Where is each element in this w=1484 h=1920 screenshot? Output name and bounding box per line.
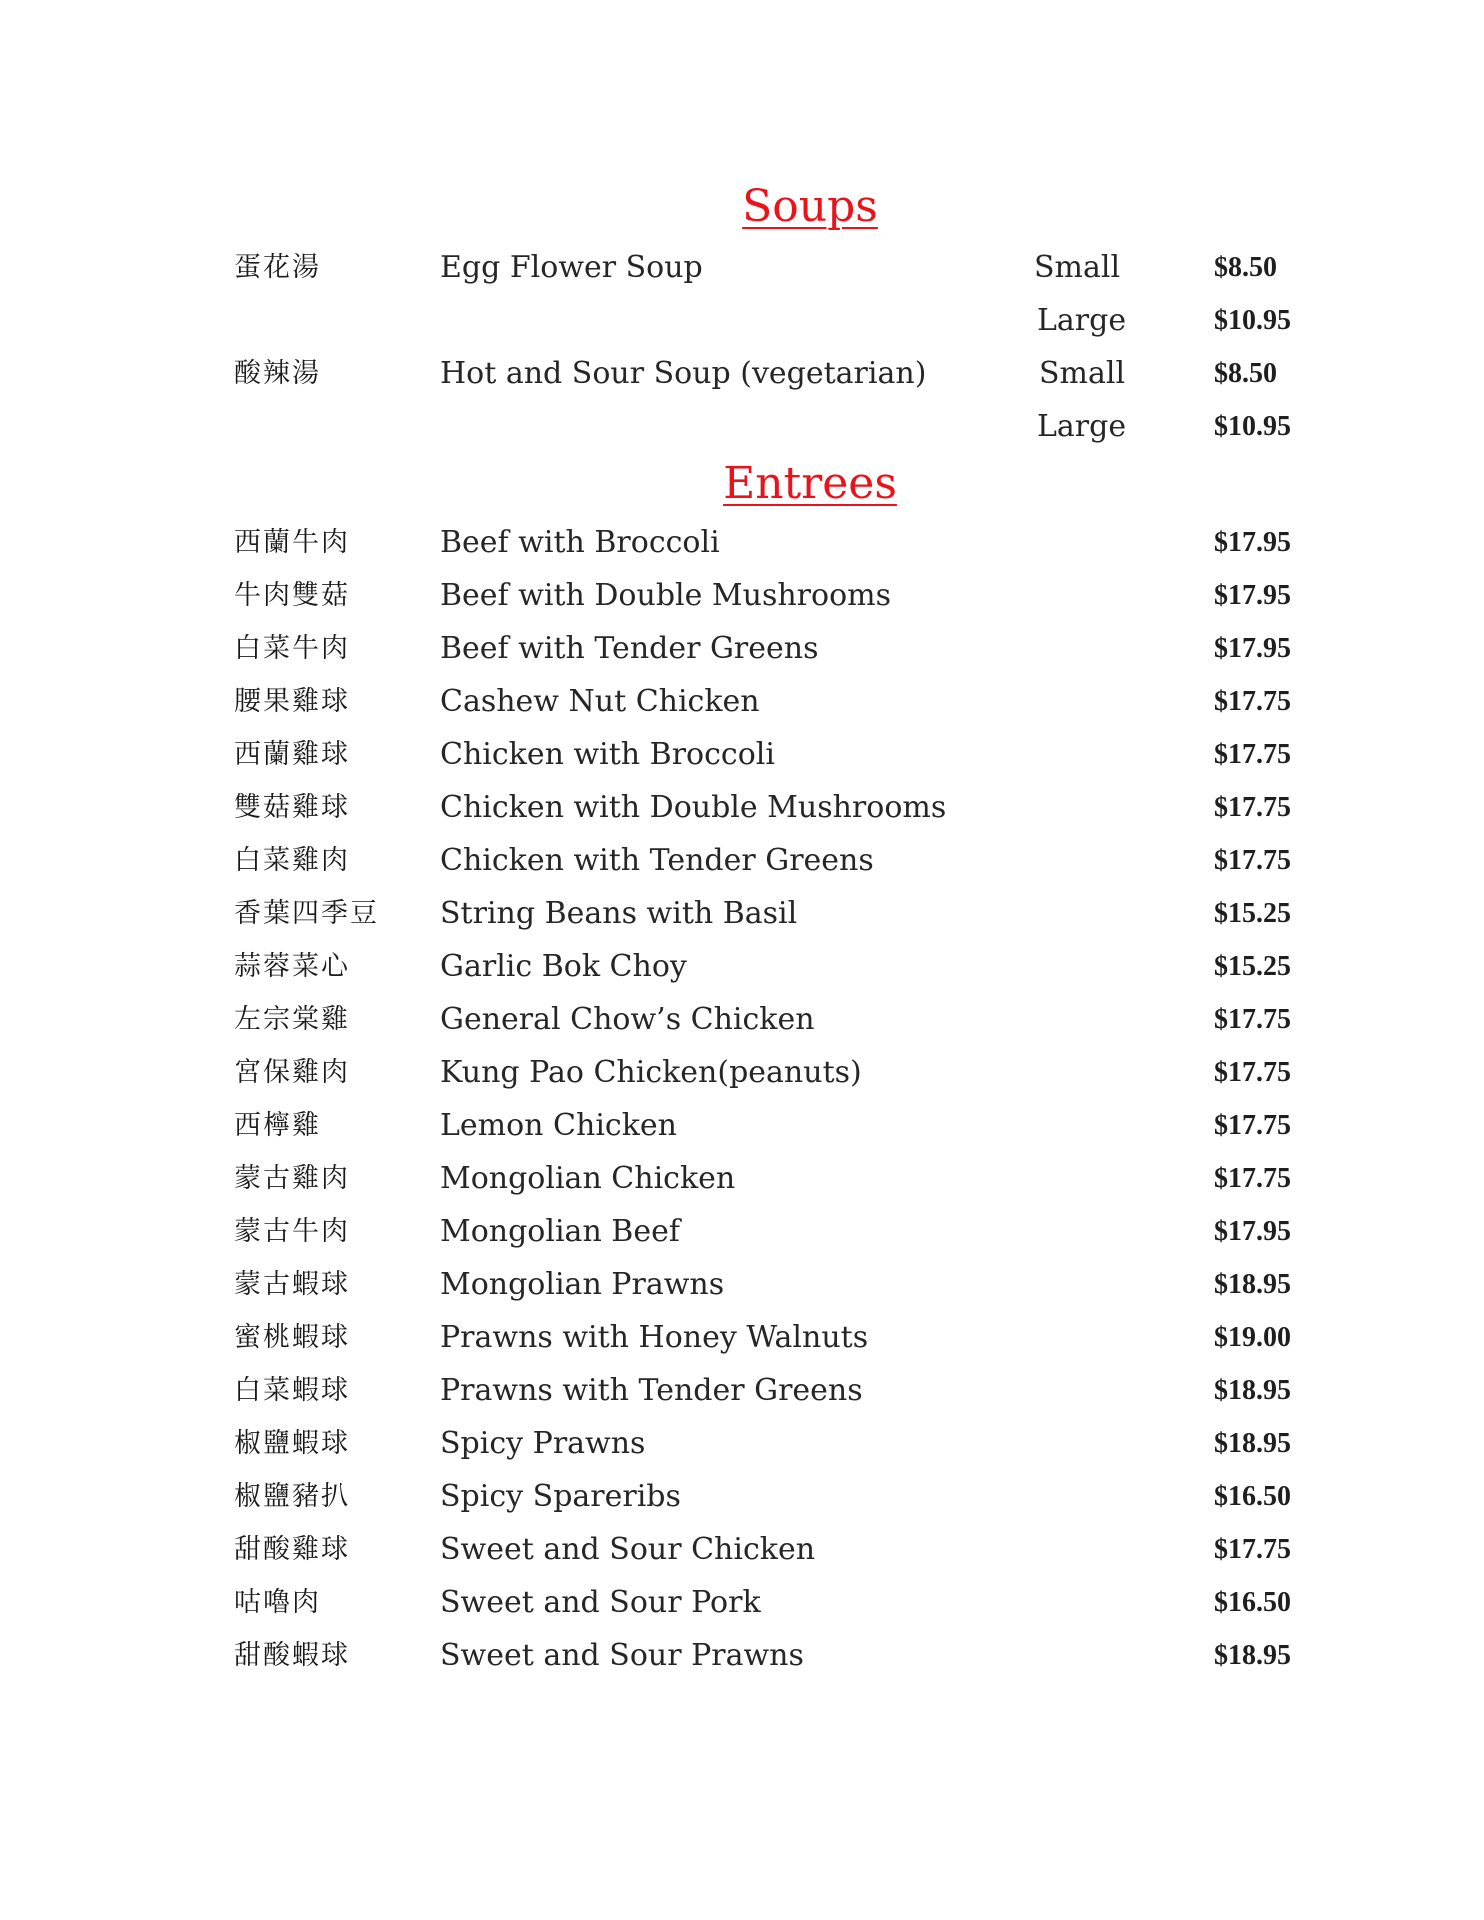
entree-row (0, 834, 1484, 887)
entree-chinese-name: 蒙古牛肉 (234, 1216, 350, 1247)
entree-row (0, 1629, 1484, 1682)
entree-chinese-name: 腰果雞球 (234, 686, 350, 717)
entree-row (0, 1099, 1484, 1152)
entree-name: Prawns with Honey Walnuts (440, 1320, 869, 1355)
entree-name: Mongolian Beef (440, 1214, 680, 1249)
entree-name: Chicken with Tender Greens (440, 843, 874, 878)
soup-size: Small (1034, 250, 1121, 285)
soup-price: $8.50 (1214, 252, 1277, 283)
entree-name: Mongolian Prawns (440, 1267, 725, 1302)
entree-price: $17.75 (1214, 1057, 1291, 1088)
entree-row (0, 728, 1484, 781)
entree-chinese-name: 蒙古雞肉 (234, 1163, 350, 1194)
soup-price: $10.95 (1214, 305, 1291, 336)
entree-price: $17.95 (1214, 633, 1291, 664)
soup-price: $10.95 (1214, 411, 1291, 442)
entree-chinese-name: 牛肉雙菇 (234, 580, 350, 611)
entree-row (0, 1470, 1484, 1523)
entree-chinese-name: 椒鹽豬扒 (234, 1481, 350, 1512)
entree-price: $15.25 (1214, 898, 1291, 929)
entree-chinese-name: 咕嚕肉 (234, 1587, 321, 1618)
entree-price: $18.95 (1214, 1375, 1291, 1406)
entree-name: Chicken with Broccoli (440, 737, 775, 772)
entree-price: $17.75 (1214, 1004, 1291, 1035)
entree-name: Cashew Nut Chicken (440, 684, 760, 719)
entree-price: $16.50 (1214, 1481, 1291, 1512)
entree-row (0, 1205, 1484, 1258)
entree-row (0, 887, 1484, 940)
soup-name: Hot and Sour Soup (vegetarian) (440, 356, 927, 391)
entree-price: $16.50 (1214, 1587, 1291, 1618)
entree-row (0, 1364, 1484, 1417)
entree-row (0, 1417, 1484, 1470)
entree-chinese-name: 蒜蓉菜心 (234, 951, 350, 982)
entree-chinese-name: 左宗棠雞 (234, 1004, 350, 1035)
entree-chinese-name: 雙菇雞球 (234, 792, 350, 823)
entree-chinese-name: 宮保雞肉 (234, 1057, 350, 1088)
entree-chinese-name: 西蘭雞球 (234, 739, 350, 770)
entree-chinese-name: 蜜桃蝦球 (234, 1322, 350, 1353)
entree-price: $17.75 (1214, 739, 1291, 770)
entree-price: $18.95 (1214, 1640, 1291, 1671)
entrees-heading: Entrees (723, 458, 897, 509)
entree-chinese-name: 甜酸雞球 (234, 1534, 350, 1565)
entree-row (0, 940, 1484, 993)
entree-name: Sweet and Sour Pork (440, 1585, 761, 1620)
entree-row (0, 1258, 1484, 1311)
entree-price: $18.95 (1214, 1269, 1291, 1300)
entree-name: Beef with Broccoli (440, 525, 720, 560)
entree-chinese-name: 白菜蝦球 (234, 1375, 350, 1406)
entree-name: Prawns with Tender Greens (440, 1373, 863, 1408)
soup-size: Small (1039, 356, 1126, 391)
entree-row (0, 1152, 1484, 1205)
entree-price: $18.95 (1214, 1428, 1291, 1459)
entree-name: String Beans with Basil (440, 896, 798, 931)
entree-name: Garlic Bok Choy (440, 949, 687, 984)
entree-name: Spicy Prawns (440, 1426, 646, 1461)
entree-row (0, 569, 1484, 622)
entree-price: $17.75 (1214, 1110, 1291, 1141)
soups-heading: Soups (742, 181, 878, 232)
entree-name: Sweet and Sour Prawns (440, 1638, 804, 1673)
entree-price: $17.75 (1214, 845, 1291, 876)
entree-price: $15.25 (1214, 951, 1291, 982)
entree-price: $17.75 (1214, 1534, 1291, 1565)
soup-chinese-name: 蛋花湯 (234, 252, 321, 283)
soup-size: Large (1037, 303, 1127, 338)
entree-price: $17.95 (1214, 1216, 1291, 1247)
entree-name: Sweet and Sour Chicken (440, 1532, 816, 1567)
entree-chinese-name: 蒙古蝦球 (234, 1269, 350, 1300)
entree-name: Beef with Tender Greens (440, 631, 819, 666)
entree-row (0, 675, 1484, 728)
soup-name: Egg Flower Soup (440, 250, 703, 285)
entree-price: $17.95 (1214, 580, 1291, 611)
entree-name: Mongolian Chicken (440, 1161, 736, 1196)
entree-price: $17.75 (1214, 686, 1291, 717)
entree-price: $17.95 (1214, 527, 1291, 558)
entree-chinese-name: 椒鹽蝦球 (234, 1428, 350, 1459)
soup-row (0, 347, 1484, 400)
entree-row (0, 1311, 1484, 1364)
entree-price: $17.75 (1214, 792, 1291, 823)
entree-name: Beef with Double Mushrooms (440, 578, 891, 613)
entree-chinese-name: 甜酸蝦球 (234, 1640, 350, 1671)
entree-name: Kung Pao Chicken(peanuts) (440, 1055, 862, 1090)
entree-chinese-name: 西蘭牛肉 (234, 527, 350, 558)
entree-row (0, 622, 1484, 675)
entree-row (0, 781, 1484, 834)
entree-row (0, 1576, 1484, 1629)
entree-chinese-name: 白菜牛肉 (234, 633, 350, 664)
entree-name: General Chow’s Chicken (440, 1002, 815, 1037)
entree-row (0, 993, 1484, 1046)
soup-row (0, 241, 1484, 294)
entree-name: Spicy Spareribs (440, 1479, 681, 1514)
entree-name: Lemon Chicken (440, 1108, 677, 1143)
soup-row (0, 400, 1484, 453)
entree-row (0, 1046, 1484, 1099)
entree-chinese-name: 香葉四季豆 (234, 898, 379, 929)
soup-price: $8.50 (1214, 358, 1277, 389)
soup-size: Large (1037, 409, 1127, 444)
soup-chinese-name: 酸辣湯 (234, 358, 321, 389)
entree-chinese-name: 西檸雞 (234, 1110, 321, 1141)
entree-price: $19.00 (1214, 1322, 1291, 1353)
entree-name: Chicken with Double Mushrooms (440, 790, 947, 825)
entree-row (0, 1523, 1484, 1576)
entree-row (0, 516, 1484, 569)
soup-row (0, 294, 1484, 347)
entree-chinese-name: 白菜雞肉 (234, 845, 350, 876)
entree-price: $17.75 (1214, 1163, 1291, 1194)
